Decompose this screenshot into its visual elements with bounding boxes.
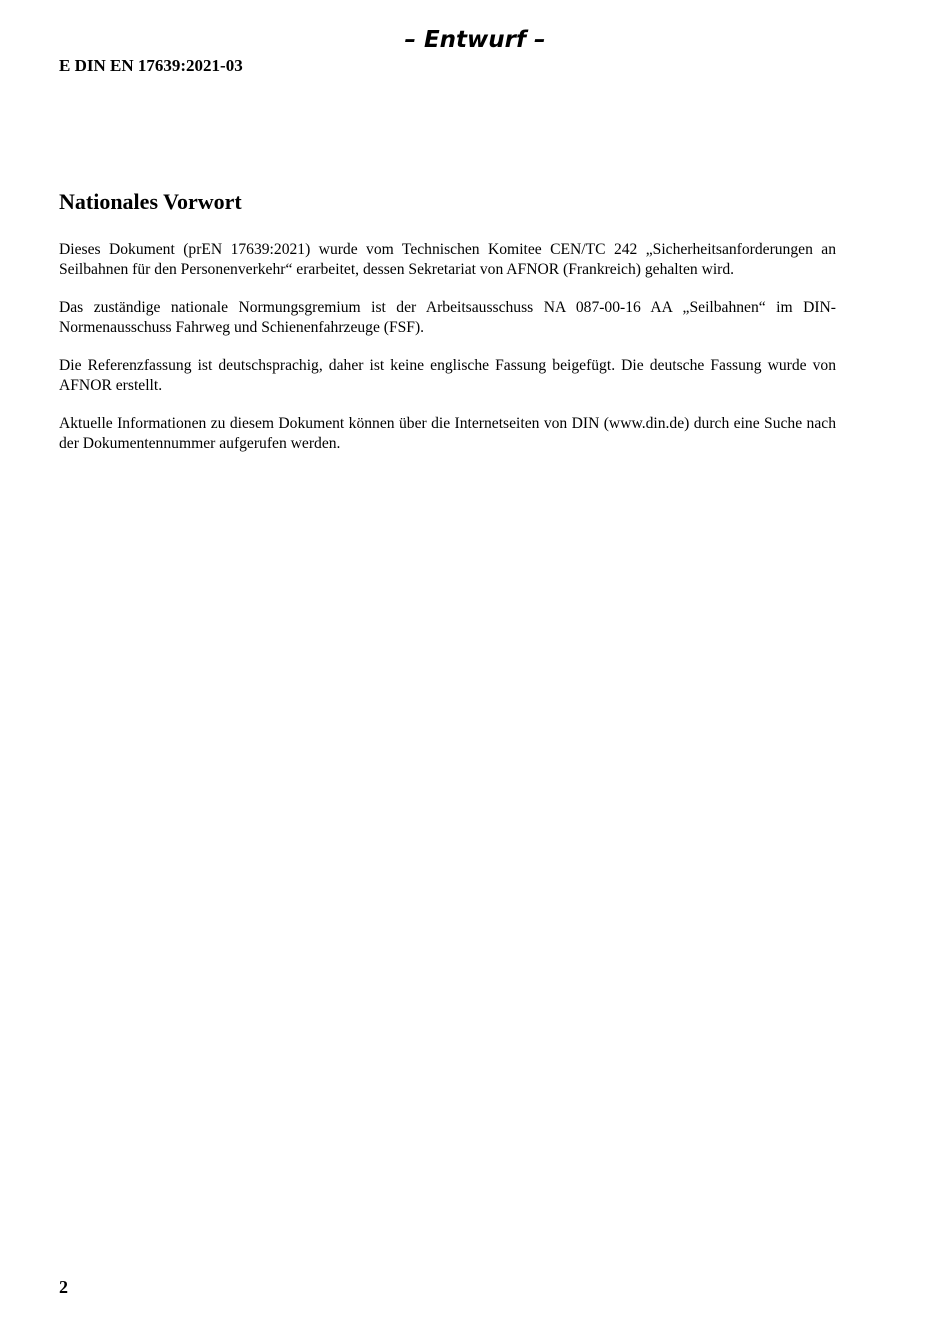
section-body (59, 240, 836, 472)
paragraph: Die Referenzfassung ist deutschsprachig, daher ist keine englische Fassung beigefügt. Die deutsche Fassung wurde von AFNOR erstellt. (59, 357, 836, 394)
document-id: E DIN EN 17639:2021-03 (59, 56, 243, 75)
paragraph: Aktuelle Informationen zu diesem Dokument können über die Internetseiten von DIN (www.din.de) durch eine Suche nach der Dokumentennummer aufgerufen werden. (59, 415, 836, 452)
section-title: Nationales Vorwort (59, 189, 242, 214)
page-number: 2 (59, 1277, 68, 1297)
paragraph: Das zuständige nationale Normungsgremium ist der Arbeitsausschuss NA 087-00-16 AA „Seilbahnen“ im DIN-Normenausschuss Fahrweg und Schienenfahrzeuge (FSF). (59, 299, 836, 336)
draft-watermark-title: – Entwurf – (404, 27, 546, 53)
paragraph: Dieses Dokument (prEN 17639:2021) wurde vom Technischen Komitee CEN/TC 242 „Sicherheitsanforderungen an Seilbahnen für den Personenverkehr“ erarbeitet, dessen Sekretariat von AFNOR (Frankreich) gehalten wird. (59, 241, 836, 278)
